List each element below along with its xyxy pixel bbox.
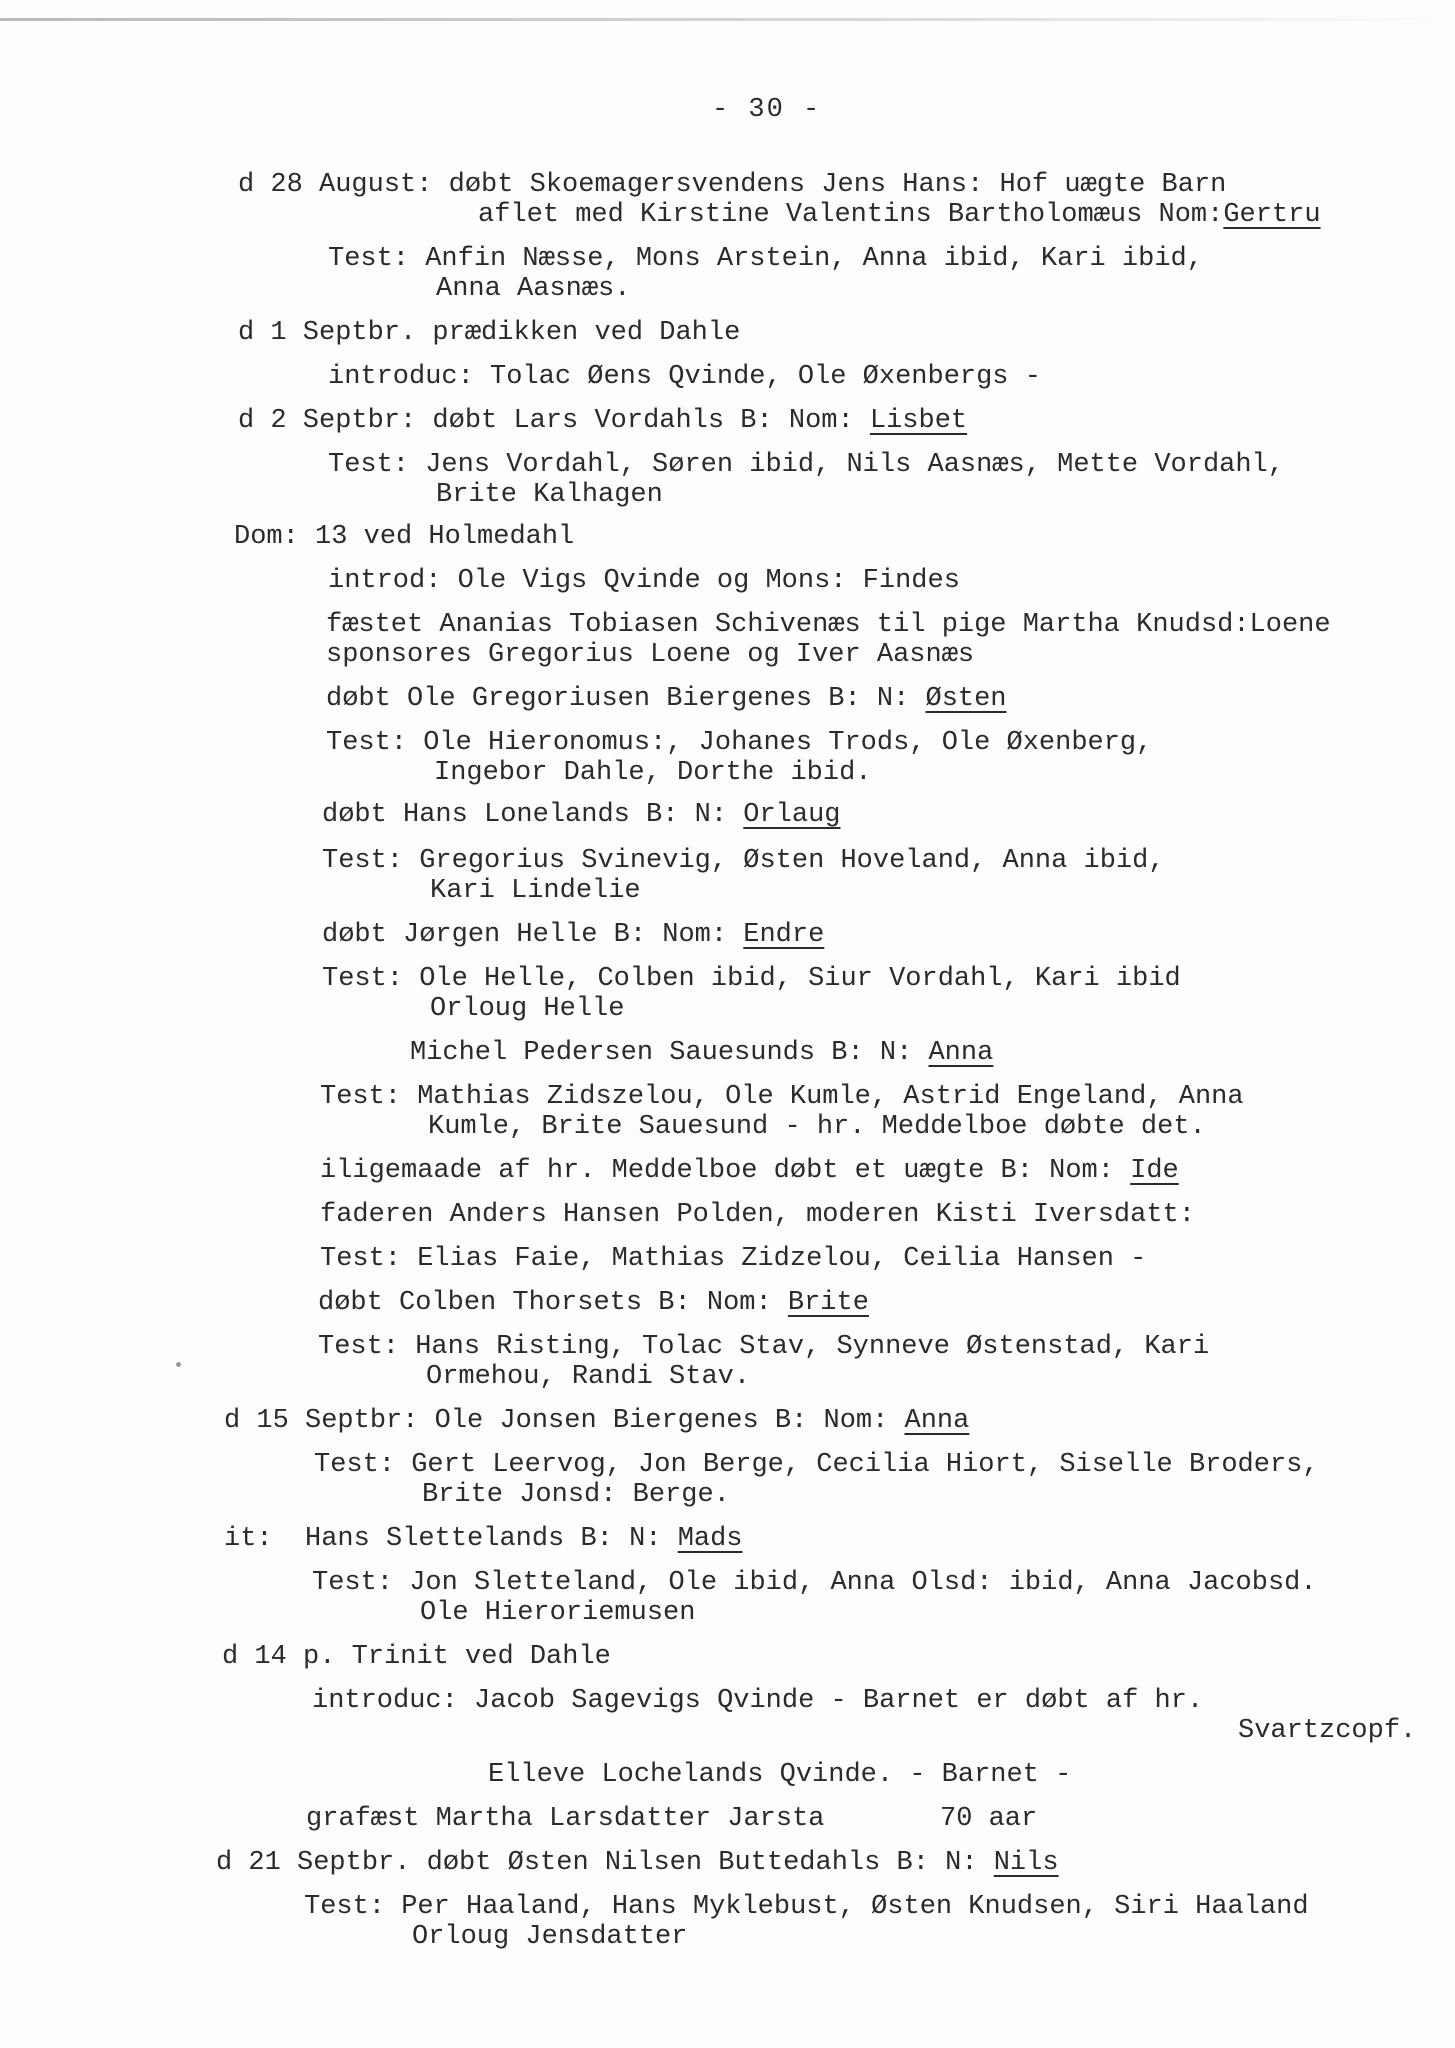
faestet-line2: sponsores Gregorius Loene og Iver Aasnæs	[326, 640, 975, 670]
entry-2-septbr-heading	[238, 406, 967, 436]
child-name: Anna	[904, 1406, 970, 1436]
child-name: Anna	[928, 1038, 994, 1068]
dom-13-heading: Dom: 13 ved Holmedahl	[234, 522, 575, 552]
entry-28-august-test: Test: Anfin Næsse, Mons Arstein, Anna ibid, Kari ibid,	[328, 244, 1203, 274]
child-name: Lisbet	[869, 406, 968, 436]
baptism-ide-test: Test: Elias Faie, Mathias Zidzelou, Ceilia Hansen -	[320, 1244, 1147, 1274]
entry-text: it: Hans Slettelands B: N:	[224, 1524, 678, 1554]
baptism-orlaug-test-line2: Kari Lindelie	[430, 876, 641, 906]
baptism-orlaug-test: Test: Gregorius Svinevig, Østen Hoveland, Anna ibid,	[322, 846, 1165, 876]
entry-text: døbt Ole Gregoriusen Biergenes B: N:	[326, 684, 926, 714]
baptism-anna-sauesund-test: Test: Mathias Zidszelou, Ole Kumle, Astrid Engeland, Anna	[320, 1082, 1244, 1112]
baptism-oesten	[326, 684, 1007, 714]
entry-15-septbr-test-line2: Brite Jonsd: Berge.	[422, 1480, 730, 1510]
entry-21-septbr-test: Test: Per Haaland, Hans Myklebust, Østen Knudsen, Siri Haaland	[304, 1892, 1309, 1922]
entry-text: aflet med Kirstine Valentins Bartholomæus Nom:	[478, 200, 1224, 230]
baptism-mads-test-line2: Ole Hieroriemusen	[420, 1598, 696, 1628]
child-name: Endre	[743, 920, 825, 950]
baptism-ide	[320, 1156, 1179, 1186]
baptism-brite	[318, 1288, 869, 1318]
entry-text: grafæst Martha Larsdatter Jarsta	[306, 1804, 825, 1834]
child-name: Ide	[1130, 1156, 1179, 1186]
baptism-anna-sauesund	[410, 1038, 993, 1068]
entry-text: døbt Jørgen Helle B: Nom:	[322, 920, 744, 950]
child-name: Orlaug	[743, 800, 841, 830]
entry-28-august-test-line2: Anna Aasnæs.	[436, 274, 631, 304]
burial-age: 70 aar	[940, 1804, 1038, 1834]
baptism-anna-sauesund-test-line2: Kumle, Brite Sauesund - hr. Meddelboe døbte det.	[428, 1112, 1206, 1142]
entry-1-septbr-introduc: introduc: Tolac Øens Qvinde, Ole Øxenbergs -	[328, 362, 1041, 392]
entry-2-septbr-test: Test: Jens Vordahl, Søren ibid, Nils Aasnæs, Mette Vordahl,	[328, 450, 1284, 480]
entry-text: døbt Hans Lonelands B: N:	[322, 800, 744, 830]
entry-28-august-line2	[478, 200, 1321, 230]
faestet-line1: fæstet Ananias Tobiasen Schivenæs til pige Martha Knudsd:Loene	[326, 610, 1331, 640]
child-name: Gertru	[1223, 200, 1321, 230]
child-name: Mads	[677, 1524, 743, 1554]
entry-28-august-heading: d 28 August: døbt Skoemagersvendens Jens Hans: Hof uægte Barn	[238, 170, 1227, 200]
baptism-endre	[322, 920, 824, 950]
burial-martha-larsdatter	[306, 1804, 824, 1834]
baptism-mads	[224, 1524, 743, 1554]
page-number: - 30 -	[712, 95, 822, 125]
child-name: Østen	[925, 684, 1007, 714]
entry-14-trinit-introduc-line2: Svartzcopf.	[1238, 1716, 1417, 1746]
entry-text: døbt Colben Thorsets B: Nom:	[318, 1288, 788, 1318]
entry-2-septbr-test-line2: Brite Kalhagen	[436, 480, 663, 510]
entry-14-trinit-heading: d 14 p. Trinit ved Dahle	[222, 1642, 611, 1672]
entry-14-trinit-introduc: introduc: Jacob Sagevigs Qvinde - Barnet er døbt af hr.	[312, 1686, 1204, 1716]
baptism-endre-test: Test: Ole Helle, Colben ibid, Siur Vordahl, Kari ibid	[322, 964, 1181, 994]
baptism-mads-test: Test: Jon Sletteland, Ole ibid, Anna Olsd: ibid, Anna Jacobsd.	[312, 1568, 1317, 1598]
baptism-oesten-test-line2: Ingebor Dahle, Dorthe ibid.	[434, 758, 872, 788]
baptism-brite-test: Test: Hans Risting, Tolac Stav, Synneve Østenstad, Kari	[318, 1332, 1210, 1362]
baptism-endre-test-line2: Orloug Helle	[430, 994, 625, 1024]
entry-14-trinit-introduc-line3: Elleve Lochelands Qvinde. - Barnet -	[488, 1760, 1072, 1790]
entry-1-septbr-heading: d 1 Septbr. prædikken ved Dahle	[238, 318, 741, 348]
entry-15-septbr-test: Test: Gert Leervog, Jon Berge, Cecilia Hiort, Siselle Broders,	[314, 1450, 1319, 1480]
entry-text: d 15 Septbr: Ole Jonsen Biergenes B: Nom:	[224, 1406, 905, 1436]
dom-13-introd: introd: Ole Vigs Qvinde og Mons: Findes	[328, 566, 960, 596]
entry-text: Michel Pedersen Sauesunds B: N:	[410, 1038, 929, 1068]
baptism-oesten-test: Test: Ole Hieronomus:, Johanes Trods, Ole Øxenberg,	[326, 728, 1153, 758]
entry-text: iligemaade af hr. Meddelboe døbt et uægte B: Nom:	[320, 1156, 1131, 1186]
baptism-brite-test-line2: Ormehou, Randi Stav.	[426, 1362, 751, 1392]
entry-15-septbr-heading	[224, 1406, 969, 1436]
entry-21-septbr-test-line2: Orloug Jensdatter	[412, 1922, 688, 1952]
scan-edge-line	[0, 18, 1455, 21]
entry-text: d 2 Septbr: døbt Lars Vordahls B: Nom:	[238, 406, 870, 436]
child-name: Brite	[787, 1288, 869, 1318]
entry-21-septbr-heading	[216, 1848, 1059, 1878]
baptism-orlaug	[322, 800, 841, 830]
child-name: Nils	[993, 1848, 1059, 1878]
baptism-ide-parents: faderen Anders Hansen Polden, moderen Kisti Iversdatt:	[320, 1200, 1195, 1230]
scan-speck	[176, 1362, 181, 1367]
entry-text: d 21 Septbr. døbt Østen Nilsen Buttedahls B: N:	[216, 1848, 994, 1878]
